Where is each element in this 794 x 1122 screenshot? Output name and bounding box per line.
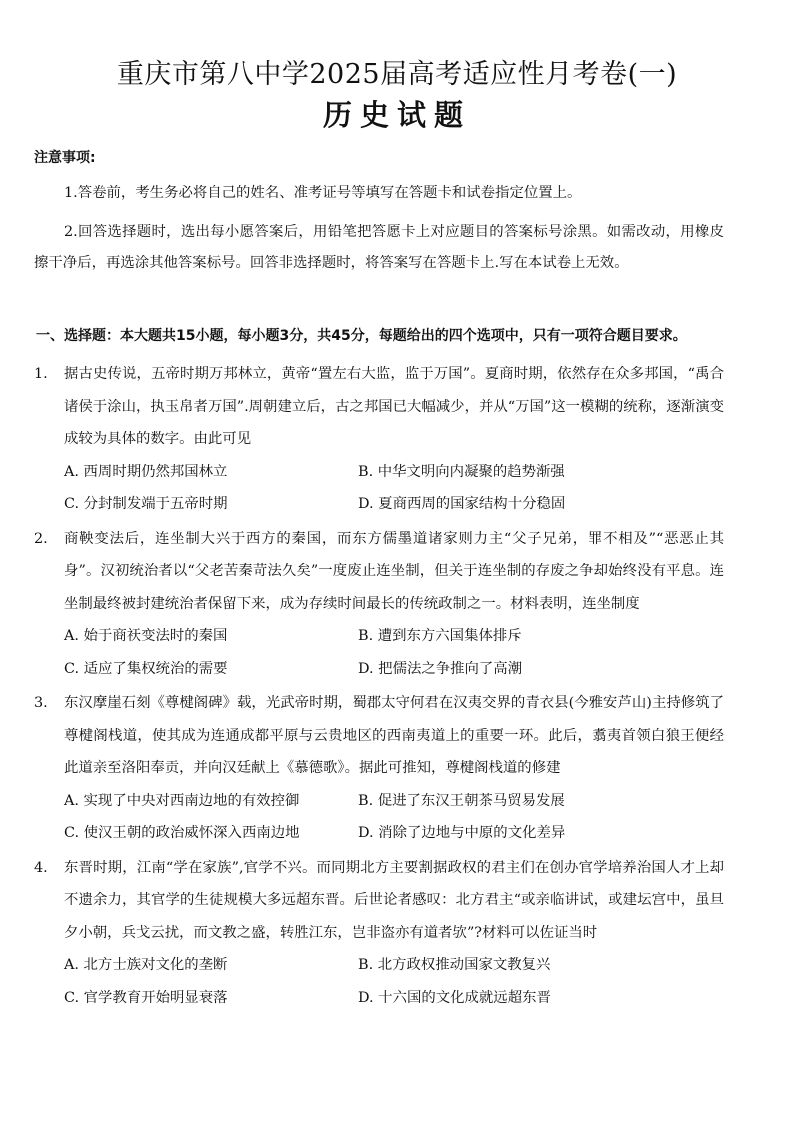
- option-b: B. 中华文明向内凝聚的趋势渐强: [358, 463, 565, 480]
- option-d: D. 十六国的文化成就远超东晋: [358, 989, 551, 1006]
- question-stem: 商鞅变法后，连坐制大兴于西方的秦国，而东方儒墨道诸家则力主“父子兄弟，罪不相及”“恶恶止其身”。汉初统治者以“父老苦秦苛法久矣”一度废止连坐制，但关于连坐制的存废之争却始终没有平息。连坐制最终被封建统治者保留下来，成为存续时间最长的传统政制之一。材料表明，连坐制度: [64, 530, 724, 612]
- question-stem: 东晋时期，江南“学在家族”,官学不兴。而同期北方主要割据政权的君主们在创办官学培养治国人才上却不遗余力，其官学的生徒规模大多远超东晋。后世论者感叹：北方君主“或亲临讲试，或建坛宫中，虽旦夕小朝，兵戈云扰，而文教之盛，转胜江东，岂非盗亦有道者欤”?材料可以佐证当时: [64, 859, 724, 941]
- option-b: B. 促进了东汉王朝茶马贸易发展: [358, 792, 565, 809]
- option-a: A. 始于商祆变法时的秦国: [64, 628, 228, 644]
- question-stem: 据古史传说，五帝时期万邦林立，黄帝“置左右大监，监于万国”。夏商时期，依然存在众多邦国，“禹合诸侯于涂山，执玉帛者万国”.周朝建立后，古之邦国已大幅减少，并从“万国”这一模糊的统称，逐渐演变成较为具体的数字。由此可见: [64, 366, 724, 447]
- question-number: 2.: [34, 530, 48, 547]
- notes-list: [34, 178, 724, 279]
- question-list: [34, 358, 724, 1014]
- notes-heading: 注意事项:: [34, 150, 96, 166]
- question-2: [34, 523, 724, 686]
- option-b: B. 遭到东方六国集体排斥: [358, 628, 522, 644]
- question-4: [34, 852, 724, 1015]
- option-c: C. 适应了集权统治的需要: [64, 660, 228, 677]
- option-d: D. 消除了边地与中原的文化差异: [358, 825, 566, 841]
- note-item: 1.答卷前，考生务必将自己的姓名、准考证号等填写在答题卡和试卷指定位置上。: [64, 185, 582, 201]
- option-c: C. 使汉王朝的政治威怀深入西南边地: [64, 825, 300, 841]
- option-c: C. 分封制发端于五帝时期: [64, 496, 228, 512]
- option-c: C. 官学教育开始明显衰落: [64, 989, 228, 1006]
- question-number: 1.: [34, 366, 48, 382]
- question-number: 3.: [34, 695, 48, 711]
- options-grid: [64, 785, 724, 850]
- option-a: A. 实现了中央对西南边地的有效控御: [64, 792, 300, 809]
- options-grid: [64, 456, 724, 521]
- question-number: 4.: [34, 859, 48, 876]
- question-3: [34, 687, 724, 850]
- option-a: A. 西周时期仍然邦国林立: [64, 463, 228, 480]
- option-a: A. 北方士族对文化的垄断: [64, 957, 228, 973]
- exam-subject-title: 历史试题: [322, 98, 471, 132]
- option-d: D. 夏商西周的国家结构十分稳固: [358, 496, 566, 512]
- section-heading: 一、选择题：本大题共15小题，每小题3分，共45分，每题给出的四个选项中，只有一项符合题目要求。: [36, 328, 687, 344]
- question-stem: 东汉摩崖石刻《尊楗阁碑》载，光武帝时期，蜀郡太守何君在汉夷交界的青衣县(今雅安芦山)主持修筑了尊楗阁栈道，使其成为连通成都平原与云贵地区的西南夷道上的重要一环。此后，翥夷首领白狼王便经此道亲至洛阳奉贡，并向汉廷献上《慕德歌》。据此可推知，尊楗阁栈道的修建: [64, 695, 724, 776]
- question-1: [34, 358, 724, 521]
- options-grid: [64, 949, 724, 1014]
- note-item: 2.回答选择题时，选出每小愿答案后，用铅笔把答愿卡上对应题目的答案标号涂黑。如需改动，用橡皮擦干净后，再选涂其他答案标号。回答非选择题时，将答案写在答题卡上.写在本试卷上无效。: [34, 224, 724, 271]
- options-grid: [64, 620, 724, 685]
- option-b: B. 北方政权推动国家文教复兴: [358, 957, 551, 973]
- option-d: D. 把儒法之争推向了高潮: [358, 660, 523, 677]
- exam-title: 重庆市第八中学2025届高考适应性月考卷(一): [116, 59, 678, 90]
